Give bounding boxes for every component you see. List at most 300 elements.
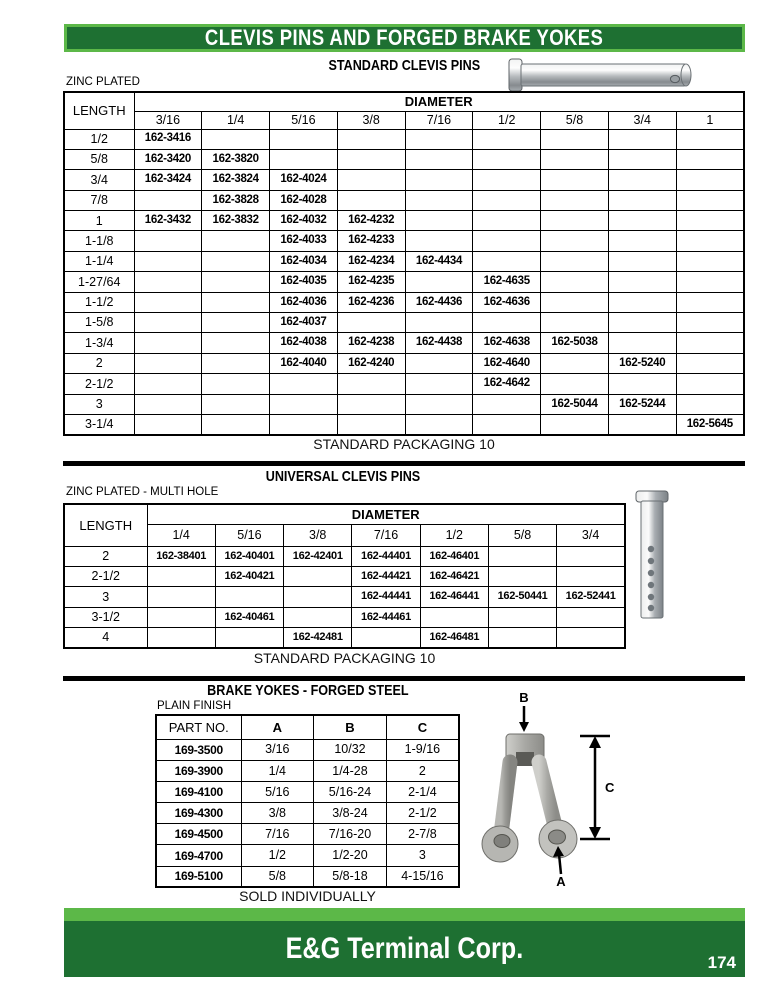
arrow-down-icon (589, 827, 601, 839)
part-number-cell (134, 394, 202, 414)
length-cell: 2-1/2 (64, 374, 134, 394)
part-number-cell (270, 149, 338, 169)
part-number-cell (134, 231, 202, 251)
part-number-cell: 162-4033 (270, 231, 338, 251)
yoke-label-c: C (605, 780, 615, 795)
table-row (64, 546, 625, 566)
part-number-cell (608, 333, 676, 353)
table-row (64, 292, 744, 312)
length-cell: 2-1/2 (64, 566, 147, 586)
column-header: 1/2 (473, 111, 541, 129)
footer-bar (64, 921, 745, 977)
table-row (64, 587, 625, 607)
part-number-cell (337, 394, 405, 414)
table-row (156, 760, 459, 781)
part-number-cell (337, 129, 405, 149)
part-number-cell (202, 353, 270, 373)
spec-cell: 3/8 (241, 803, 314, 824)
spec-cell: 5/8 (241, 866, 314, 887)
part-number-cell (147, 587, 215, 607)
length-cell: 3 (64, 587, 147, 607)
part-number-cell: 162-5044 (541, 394, 609, 414)
part-number-cell: 162-4234 (337, 251, 405, 271)
part-number-cell (405, 231, 473, 251)
page-header-banner (64, 24, 745, 52)
column-header: C (386, 715, 459, 739)
part-number-cell (557, 628, 625, 648)
length-cell: 1-1/2 (64, 292, 134, 312)
table-row (156, 845, 459, 866)
part-number-cell: 162-4235 (337, 272, 405, 292)
part-number-cell (676, 129, 744, 149)
part-number-cell (134, 292, 202, 312)
part-number-cell (676, 333, 744, 353)
part-number-cell (284, 587, 352, 607)
column-header: PART NO. (156, 715, 241, 739)
part-number-cell (488, 607, 556, 627)
pin-hole (648, 594, 654, 600)
part-number-cell (337, 170, 405, 190)
part-number-cell: 169-5100 (156, 866, 241, 887)
part-number-cell (405, 313, 473, 333)
universal-clevis-table (63, 503, 626, 649)
part-number-cell: 169-3500 (156, 739, 241, 760)
spec-cell: 1/2-20 (314, 845, 387, 866)
part-number-cell (202, 292, 270, 312)
length-cell: 3 (64, 394, 134, 414)
section-divider (63, 676, 745, 681)
pin-hole (648, 558, 654, 564)
brake-yokes-sold-note: SOLD INDIVIDUALLY (239, 888, 376, 904)
part-number-cell: 162-4238 (337, 333, 405, 353)
part-number-cell: 162-4640 (473, 353, 541, 373)
part-number-cell (352, 628, 420, 648)
length-cell: 1 (64, 211, 134, 231)
part-number-cell (337, 414, 405, 434)
footer-accent-strip (64, 908, 745, 921)
part-number-cell (270, 414, 338, 434)
part-number-cell (134, 374, 202, 394)
diameter-header: DIAMETER (147, 504, 625, 524)
part-number-cell (147, 607, 215, 627)
spec-cell: 2 (386, 760, 459, 781)
footer-brand: E&G Terminal Corp. (285, 932, 524, 965)
spec-cell: 5/16 (241, 781, 314, 802)
arrow-up-icon (589, 736, 601, 748)
part-number-cell: 162-4236 (337, 292, 405, 312)
part-number-cell (405, 414, 473, 434)
part-number-cell (541, 231, 609, 251)
column-header: 3/16 (134, 111, 202, 129)
table-row (64, 231, 744, 251)
part-number-cell (676, 170, 744, 190)
part-number-cell: 162-5244 (608, 394, 676, 414)
standard-clevis-title: STANDARD CLEVIS PINS (328, 57, 481, 74)
part-number-cell (134, 313, 202, 333)
column-header: 1/4 (202, 111, 270, 129)
part-number-cell (557, 566, 625, 586)
brake-yokes-finish-label: PLAIN FINISH (157, 700, 232, 712)
part-number-cell (215, 587, 283, 607)
part-number-cell (270, 394, 338, 414)
length-cell: 5/8 (64, 149, 134, 169)
part-number-cell (202, 272, 270, 292)
length-cell: 1-1/4 (64, 251, 134, 271)
table-row (64, 149, 744, 169)
part-number-cell (608, 414, 676, 434)
part-number-cell: 162-50441 (488, 587, 556, 607)
standard-clevis-table (63, 91, 745, 436)
part-number-cell (405, 170, 473, 190)
part-number-cell (541, 129, 609, 149)
part-number-cell: 162-4040 (270, 353, 338, 373)
pin-hole (648, 546, 654, 552)
part-number-cell (134, 333, 202, 353)
spec-cell: 10/32 (314, 739, 387, 760)
part-number-cell (541, 292, 609, 312)
part-number-cell: 162-42481 (284, 628, 352, 648)
part-number-cell: 162-5240 (608, 353, 676, 373)
part-number-cell (284, 607, 352, 627)
part-number-cell: 162-40421 (215, 566, 283, 586)
part-number-cell (337, 374, 405, 394)
part-number-cell (676, 353, 744, 373)
part-number-cell (488, 566, 556, 586)
part-number-cell (202, 374, 270, 394)
table-row (64, 566, 625, 586)
length-cell: 1-5/8 (64, 313, 134, 333)
part-number-cell (473, 251, 541, 271)
table-row (64, 170, 744, 190)
part-number-cell (134, 272, 202, 292)
part-number-cell: 162-4034 (270, 251, 338, 271)
part-number-cell: 162-5038 (541, 333, 609, 353)
universal-clevis-finish-label: ZINC PLATED - MULTI HOLE (66, 486, 219, 498)
universal-clevis-packaging-note: STANDARD PACKAGING 10 (253, 650, 436, 666)
part-number-cell (676, 190, 744, 210)
part-number-cell (608, 129, 676, 149)
part-number-cell: 162-4240 (337, 353, 405, 373)
part-number-cell: 162-44461 (352, 607, 420, 627)
part-number-cell (202, 129, 270, 149)
length-cell: 1-1/8 (64, 231, 134, 251)
part-number-cell (676, 211, 744, 231)
spec-cell: 7/16 (241, 824, 314, 845)
table-row (156, 739, 459, 760)
part-number-cell (134, 353, 202, 373)
column-header: 5/16 (270, 111, 338, 129)
spec-cell: 2-7/8 (386, 824, 459, 845)
part-number-cell: 162-40401 (215, 546, 283, 566)
part-number-cell (557, 546, 625, 566)
table-row (156, 824, 459, 845)
table-row (64, 353, 744, 373)
column-header: B (314, 715, 387, 739)
spec-cell: 4-15/16 (386, 866, 459, 887)
part-number-cell (608, 374, 676, 394)
pin-hole (648, 605, 654, 611)
length-cell: 2 (64, 546, 147, 566)
column-header: A (241, 715, 314, 739)
part-number-cell: 162-46401 (420, 546, 488, 566)
part-number-cell (541, 272, 609, 292)
part-number-cell: 162-4635 (473, 272, 541, 292)
part-number-cell: 162-4233 (337, 231, 405, 251)
column-header: 1/4 (147, 524, 215, 546)
part-number-cell: 162-3828 (202, 190, 270, 210)
length-cell: 3-1/2 (64, 607, 147, 627)
part-number-cell: 162-44401 (352, 546, 420, 566)
part-number-cell (202, 394, 270, 414)
page-title: CLEVIS PINS AND FORGED BRAKE YOKES (205, 25, 604, 50)
brake-yokes-header-row (156, 715, 459, 739)
length-cell: 1-27/64 (64, 272, 134, 292)
yoke-label-a: A (556, 874, 566, 889)
part-number-cell (420, 607, 488, 627)
part-number-cell (608, 292, 676, 312)
length-cell: 3/4 (64, 170, 134, 190)
part-number-cell (608, 231, 676, 251)
length-header: LENGTH (64, 504, 147, 546)
table-row (64, 251, 744, 271)
part-number-cell: 162-4232 (337, 211, 405, 231)
footer-banner (64, 908, 745, 977)
part-number-cell (270, 374, 338, 394)
length-cell: 7/8 (64, 190, 134, 210)
part-number-cell: 162-46481 (420, 628, 488, 648)
part-number-cell: 169-4700 (156, 845, 241, 866)
part-number-cell: 162-3420 (134, 149, 202, 169)
part-number-cell: 162-3824 (202, 170, 270, 190)
part-number-cell (541, 149, 609, 169)
column-header: 3/8 (337, 111, 405, 129)
part-number-cell (541, 353, 609, 373)
arrow-down-icon (519, 722, 529, 732)
standard-clevis-packaging-note: STANDARD PACKAGING 10 (313, 436, 495, 452)
part-number-cell: 162-4434 (405, 251, 473, 271)
table-row (156, 781, 459, 802)
yoke-label-b: B (519, 690, 529, 705)
table-row (156, 803, 459, 824)
part-number-cell: 162-3832 (202, 211, 270, 231)
part-number-cell: 162-4032 (270, 211, 338, 231)
diameter-size-row (64, 524, 625, 546)
part-number-cell (608, 190, 676, 210)
part-number-cell: 162-44441 (352, 587, 420, 607)
part-number-cell: 162-4038 (270, 333, 338, 353)
length-cell: 4 (64, 628, 147, 648)
spec-cell: 3/8-24 (314, 803, 387, 824)
column-header: 3/4 (608, 111, 676, 129)
column-header: 3/4 (557, 524, 625, 546)
column-header: 5/16 (215, 524, 283, 546)
spec-cell: 1-9/16 (386, 739, 459, 760)
part-number-cell: 162-3424 (134, 170, 202, 190)
page-header-banner-inner (67, 27, 742, 49)
part-number-cell (473, 313, 541, 333)
part-number-cell: 169-3900 (156, 760, 241, 781)
part-number-cell (147, 628, 215, 648)
part-number-cell (608, 211, 676, 231)
length-header: LENGTH (64, 92, 134, 129)
table-row (64, 211, 744, 231)
part-number-cell (134, 190, 202, 210)
part-number-cell (134, 251, 202, 271)
part-number-cell: 162-4037 (270, 313, 338, 333)
spec-cell: 1/4 (241, 760, 314, 781)
spec-cell: 3/16 (241, 739, 314, 760)
part-number-cell (541, 190, 609, 210)
part-number-cell: 169-4100 (156, 781, 241, 802)
part-number-cell (134, 414, 202, 434)
part-number-cell (488, 628, 556, 648)
spec-cell: 1/2 (241, 845, 314, 866)
brake-yokes-table (155, 714, 460, 888)
part-number-cell (284, 566, 352, 586)
part-number-cell: 169-4300 (156, 803, 241, 824)
spec-cell: 3 (386, 845, 459, 866)
universal-clevis-pin-image (632, 489, 672, 622)
part-number-cell (676, 292, 744, 312)
part-number-cell: 162-46421 (420, 566, 488, 586)
spec-cell: 2-1/4 (386, 781, 459, 802)
pin-hole (648, 582, 654, 588)
length-cell: 1/2 (64, 129, 134, 149)
page-number: 174 (707, 953, 736, 972)
part-number-cell (202, 313, 270, 333)
brake-yoke-diagram (468, 686, 680, 891)
universal-clevis-title: UNIVERSAL CLEVIS PINS (265, 468, 421, 485)
pin-hole (648, 570, 654, 576)
spec-cell: 1/4-28 (314, 760, 387, 781)
part-number-cell (473, 129, 541, 149)
column-header: 5/8 (541, 111, 609, 129)
part-number-cell (337, 313, 405, 333)
part-number-cell (473, 231, 541, 251)
length-cell: 2 (64, 353, 134, 373)
part-number-cell: 162-40461 (215, 607, 283, 627)
diameter-header: DIAMETER (134, 92, 744, 111)
column-header: 3/8 (284, 524, 352, 546)
part-number-cell (541, 251, 609, 271)
column-header: 1/2 (420, 524, 488, 546)
part-number-cell (676, 313, 744, 333)
part-number-cell (405, 149, 473, 169)
part-number-cell: 162-44421 (352, 566, 420, 586)
part-number-cell: 162-42401 (284, 546, 352, 566)
part-number-cell: 162-52441 (557, 587, 625, 607)
table-row (64, 414, 744, 434)
brake-yokes-title: BRAKE YOKES - FORGED STEEL (206, 682, 409, 699)
part-number-cell (202, 414, 270, 434)
part-number-cell: 162-4028 (270, 190, 338, 210)
spec-cell: 2-1/2 (386, 803, 459, 824)
part-number-cell (608, 251, 676, 271)
part-number-cell (147, 566, 215, 586)
part-number-cell (270, 129, 338, 149)
part-number-cell (337, 149, 405, 169)
part-number-cell (405, 353, 473, 373)
standard-clevis-finish-label: ZINC PLATED (66, 76, 140, 88)
part-number-cell (541, 211, 609, 231)
table-row (64, 607, 625, 627)
pin-hole (670, 75, 679, 82)
part-number-cell (608, 272, 676, 292)
part-number-cell (608, 170, 676, 190)
part-number-cell (473, 414, 541, 434)
part-number-cell (541, 313, 609, 333)
spec-cell: 5/8-18 (314, 866, 387, 887)
part-number-cell (608, 149, 676, 169)
part-number-cell (473, 190, 541, 210)
part-number-cell (215, 628, 283, 648)
part-number-cell (405, 394, 473, 414)
part-number-cell: 162-38401 (147, 546, 215, 566)
part-number-cell (676, 272, 744, 292)
part-number-cell (676, 374, 744, 394)
table-row (64, 129, 744, 149)
diameter-size-row (64, 111, 744, 129)
part-number-cell (202, 231, 270, 251)
part-number-cell (676, 231, 744, 251)
standard-clevis-pin-image (506, 56, 698, 94)
part-number-cell: 162-5645 (676, 414, 744, 434)
part-number-cell: 162-3820 (202, 149, 270, 169)
part-number-cell (405, 129, 473, 149)
part-number-cell: 162-4024 (270, 170, 338, 190)
part-number-cell (488, 546, 556, 566)
part-number-cell (202, 333, 270, 353)
column-header: 7/16 (352, 524, 420, 546)
part-number-cell (405, 190, 473, 210)
table-row (64, 374, 744, 394)
part-number-cell: 162-4638 (473, 333, 541, 353)
column-header: 1 (676, 111, 744, 129)
part-number-cell: 162-4636 (473, 292, 541, 312)
part-number-cell (676, 149, 744, 169)
spec-cell: 7/16-20 (314, 824, 387, 845)
part-number-cell (337, 190, 405, 210)
part-number-cell (405, 374, 473, 394)
part-number-cell (405, 272, 473, 292)
part-number-cell (473, 149, 541, 169)
table-row (64, 394, 744, 414)
table-row (64, 628, 625, 648)
section-divider (63, 461, 745, 466)
table-row (156, 866, 459, 887)
part-number-cell (608, 313, 676, 333)
part-number-cell: 162-4036 (270, 292, 338, 312)
table-row (64, 190, 744, 210)
length-cell: 3-1/4 (64, 414, 134, 434)
table-row (64, 333, 744, 353)
part-number-cell (405, 211, 473, 231)
part-number-cell (557, 607, 625, 627)
part-number-cell: 162-46441 (420, 587, 488, 607)
part-number-cell: 162-4035 (270, 272, 338, 292)
column-header: 7/16 (405, 111, 473, 129)
length-cell: 1-3/4 (64, 333, 134, 353)
part-number-cell (676, 394, 744, 414)
part-number-cell (473, 170, 541, 190)
part-number-cell: 162-3432 (134, 211, 202, 231)
part-number-cell (541, 414, 609, 434)
part-number-cell (202, 251, 270, 271)
part-number-cell: 162-4642 (473, 374, 541, 394)
part-number-cell (541, 170, 609, 190)
table-row (64, 272, 744, 292)
part-number-cell: 162-4438 (405, 333, 473, 353)
